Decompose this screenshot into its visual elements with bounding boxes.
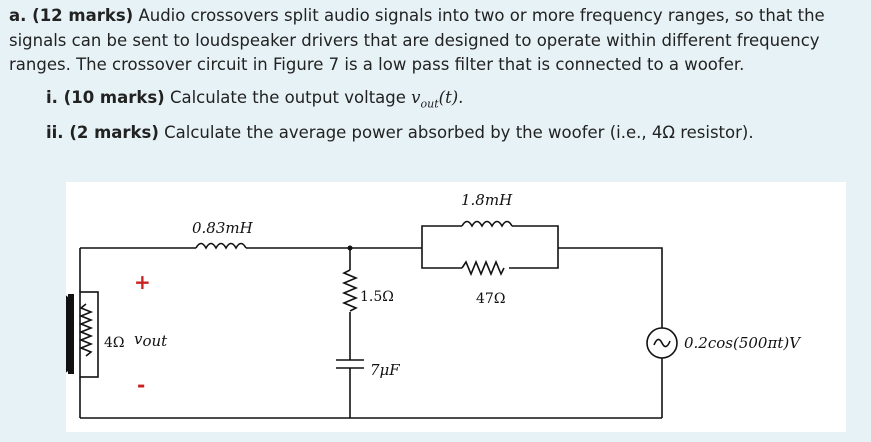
inductor-l2 bbox=[462, 222, 512, 227]
circuit-figure bbox=[66, 182, 846, 432]
sine-icon bbox=[654, 339, 670, 346]
l1-label: 0.83mH bbox=[192, 219, 253, 237]
sub-i-label: i. (10 marks) bbox=[46, 88, 165, 107]
plus-sign: + bbox=[134, 270, 151, 294]
resistor-r47 bbox=[462, 262, 504, 274]
sub-ii-label: ii. (2 marks) bbox=[46, 123, 159, 142]
circuit-diagram bbox=[66, 182, 846, 432]
r-mid-label: 1.5Ω bbox=[360, 289, 394, 305]
speaker-coil bbox=[81, 304, 91, 356]
sub-i-variable: $v_{out}(t)$. bbox=[411, 88, 464, 111]
wire-right bbox=[558, 248, 662, 328]
speaker-cone bbox=[66, 292, 74, 376]
inductor-l1 bbox=[196, 244, 246, 249]
woofer-label: 4Ω bbox=[104, 335, 125, 351]
sub-question-ii bbox=[46, 121, 754, 145]
wire-parallel-right-bot bbox=[509, 248, 558, 268]
wire-parallel-left-bot bbox=[422, 248, 462, 268]
source-label: 0.2cos(500πt)V bbox=[684, 334, 801, 352]
wire-parallel-left-top bbox=[422, 226, 462, 248]
junction-dot bbox=[348, 246, 353, 251]
vout-label: vout bbox=[134, 330, 168, 350]
sub-question-i bbox=[46, 86, 463, 116]
minus-sign: - bbox=[137, 373, 146, 397]
sub-ii-text: Calculate the average power absorbed by the woofer (i.e., 4Ω resistor). bbox=[164, 123, 754, 142]
resistor-r15 bbox=[344, 270, 356, 311]
r-top-label: 47Ω bbox=[476, 291, 506, 307]
sub-i-text: Calculate the output voltage bbox=[169, 88, 406, 107]
l2-label: 1.8mH bbox=[461, 191, 513, 209]
part-a-label: a. (12 marks) bbox=[9, 6, 134, 25]
question-paragraph bbox=[9, 4, 864, 78]
wire-parallel-right-top bbox=[512, 226, 558, 248]
part-a-text: Audio crossovers split audio signals into two or more frequency ranges, so that the signals can be sent to loudspeaker drivers that are designed to operate within different frequency ranges. The crossover circuit in Figure 7 is a low pass filter that is connected to a woofer. bbox=[9, 6, 825, 74]
c-label: 7μF bbox=[370, 361, 400, 379]
